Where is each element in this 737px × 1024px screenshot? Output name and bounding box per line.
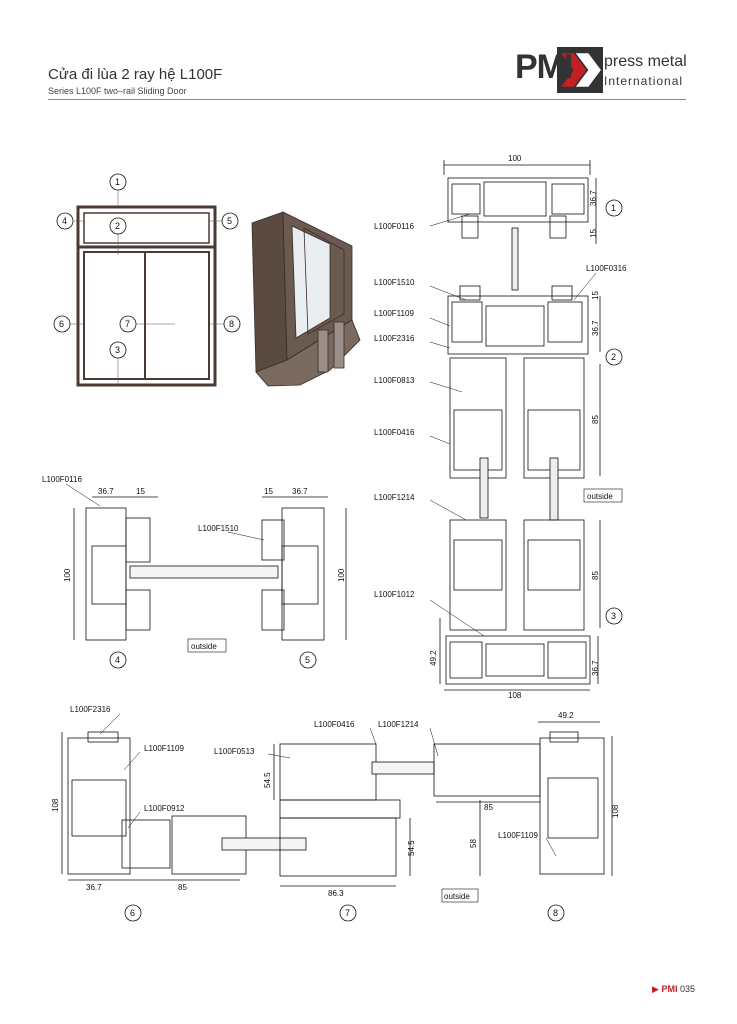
page-number: 035 xyxy=(679,984,695,994)
dim-367-mid: 36.7 xyxy=(591,320,600,336)
callout-5-section: 5 xyxy=(305,655,311,665)
dim-367-bottom: 36.7 xyxy=(591,660,600,676)
label-L100F1109-s8: L100F1109 xyxy=(498,831,538,840)
callout-8-section: 8 xyxy=(553,908,559,918)
dim-367-s4: 36.7 xyxy=(98,487,114,496)
dim-367-s6: 36.7 xyxy=(86,883,102,892)
outside-label-s45: outside xyxy=(191,642,217,651)
callout-1: 1 xyxy=(115,177,121,187)
corner-3d-view xyxy=(252,212,360,386)
callout-1-section: 1 xyxy=(611,203,617,213)
dim-863-s7: 86.3 xyxy=(328,889,344,898)
dim-367-s5: 36.7 xyxy=(292,487,308,496)
callout-5: 5 xyxy=(227,216,233,226)
dim-545-s7a: 54.5 xyxy=(263,772,272,788)
dim-15-top: 15 xyxy=(589,229,598,238)
callout-2-section: 2 xyxy=(611,352,617,362)
page-footer: ▶ PMI 035 xyxy=(652,984,695,994)
dim-545-s7b: 54.5 xyxy=(407,840,416,856)
label-L100F0912-s6: L100F0912 xyxy=(144,804,185,813)
dim-492: 49.2 xyxy=(429,650,438,666)
dim-85-upper: 85 xyxy=(591,415,600,424)
label-L100F1012: L100F1012 xyxy=(374,590,415,599)
vertical-section xyxy=(430,160,622,690)
callout-4: 4 xyxy=(62,216,68,226)
callout-3-section: 3 xyxy=(611,611,617,621)
label-L100F1214: L100F1214 xyxy=(374,493,415,502)
dim-85-s6: 85 xyxy=(178,883,187,892)
dim-492-s8: 49.2 xyxy=(558,711,574,720)
callout-6: 6 xyxy=(59,319,65,329)
dim-85-s8: 85 xyxy=(484,803,493,812)
label-L100F0116-section4: L100F0116 xyxy=(42,475,82,484)
dim-108-s6: 108 xyxy=(51,798,60,812)
page-title: Cửa đi lùa 2 ray hệ L100F xyxy=(48,66,223,83)
dim-width-bottom: 108 xyxy=(508,691,522,700)
label-L100F0316: L100F0316 xyxy=(586,264,627,273)
callout-6-section: 6 xyxy=(130,908,136,918)
label-L100F0416: L100F0416 xyxy=(374,428,415,437)
label-L100F1109-s6: L100F1109 xyxy=(144,744,184,753)
page-subtitle: Series L100F two–rail Sliding Door xyxy=(48,86,187,96)
brand-line2: International xyxy=(604,74,684,88)
callout-2: 2 xyxy=(115,221,121,231)
dim-108-s8: 108 xyxy=(611,804,620,818)
dim-15-s5: 15 xyxy=(264,487,273,496)
brand-mark: PMI xyxy=(515,48,573,86)
dim-58-s8: 58 xyxy=(469,839,478,848)
label-L100F0513-s7: L100F0513 xyxy=(214,747,255,756)
label-L100F0116: L100F0116 xyxy=(374,222,414,231)
label-L100F2316: L100F2316 xyxy=(374,334,415,343)
dim-width-top: 100 xyxy=(508,154,522,163)
label-L100F1510-section5: L100F1510 xyxy=(198,524,239,533)
footer-mark: PMI xyxy=(661,984,678,994)
label-L100F2316-s6: L100F2316 xyxy=(70,705,111,714)
dim-100-s5: 100 xyxy=(337,568,346,582)
label-L100F0813: L100F0813 xyxy=(374,376,415,385)
dim-85-lower: 85 xyxy=(591,571,600,580)
outside-label-s678: outside xyxy=(444,892,470,901)
section-4-5 xyxy=(66,484,346,652)
window-elevation xyxy=(70,190,224,385)
callout-7-section: 7 xyxy=(345,908,351,918)
label-L100F0416-s7: L100F0416 xyxy=(314,720,355,729)
dim-367-top: 36.7 xyxy=(589,190,598,206)
label-L100F1109: L100F1109 xyxy=(374,309,414,318)
callout-8: 8 xyxy=(229,319,235,329)
dim-15-s4: 15 xyxy=(136,487,145,496)
label-L100F1510: L100F1510 xyxy=(374,278,415,287)
brand-line1: press metal xyxy=(604,53,687,70)
callout-7: 7 xyxy=(125,319,131,329)
dim-15-mid: 15 xyxy=(591,291,600,300)
dim-100-s4: 100 xyxy=(63,568,72,582)
callout-3: 3 xyxy=(115,345,121,355)
label-L100F1214-s8: L100F1214 xyxy=(378,720,419,729)
outside-label-vertical: outside xyxy=(587,492,613,501)
callout-4-section: 4 xyxy=(115,655,121,665)
